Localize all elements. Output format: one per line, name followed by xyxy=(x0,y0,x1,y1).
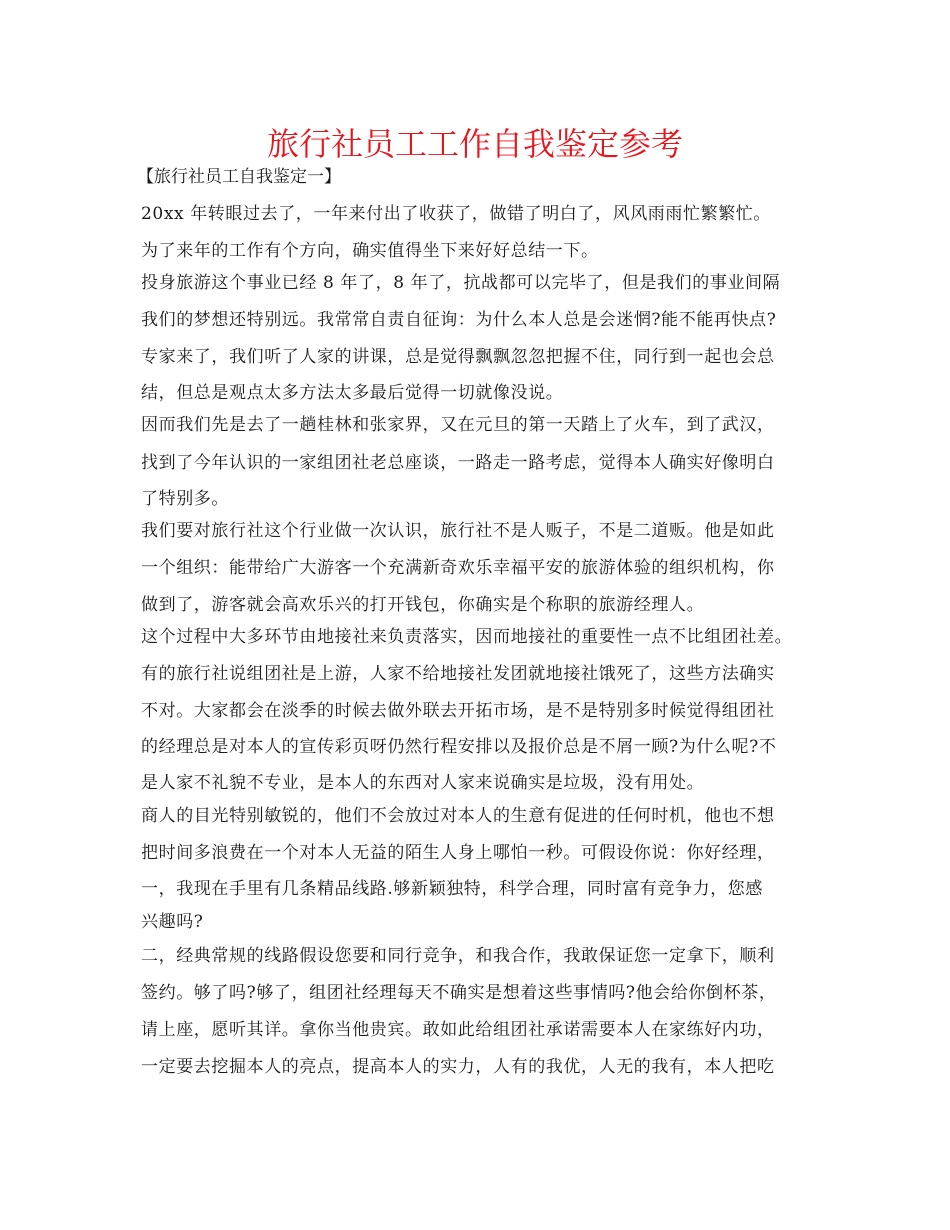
body-line: 因而我们先是去了一趟桂林和张家界，又在元旦的第一天踏上了火车，到了武汉， xyxy=(141,415,775,435)
body-line: 20xx 年转眼过去了，一年来付出了收获了，做错了明白了，风风雨雨忙繁繁忙。 xyxy=(141,204,772,224)
body-line: 请上座，愿听其详。拿你当他贵宾。敢如此给组团社承诺需要本人在家练好内功， xyxy=(141,1020,775,1040)
body-line: 兴趣吗? xyxy=(141,912,204,932)
body-line: 是人家不礼貌不专业，是本人的东西对人家来说确实是垃圾，没有用处。 xyxy=(141,773,705,793)
body-line: 不对。大家都会在淡季的时候去做外联去开拓市场，是不是特别多时候觉得组团社 xyxy=(141,701,775,721)
body-line: 把时间多浪费在一个对本人无益的陌生人身上哪怕一秒。可假设你说：你好经理， xyxy=(141,843,775,863)
body-line: 商人的目光特别敏锐的，他们不会放过对本人的生意有促进的任何时机，他也不想 xyxy=(141,806,775,826)
body-line: 二，经典常规的线路假设您要和同行竞争，和我合作，我敢保证您一定拿下，顺利 xyxy=(141,946,775,966)
body-line: 一，我现在手里有几条精品线路.够新颖独特，科学合理，同时富有竞争力，您感 xyxy=(141,879,764,899)
section-heading: 【旅行社员工自我鉴定一】 xyxy=(137,167,341,187)
body-line: 一定要去挖掘本人的亮点，提高本人的实力，人有的我优，人无的我有，本人把吃 xyxy=(141,1057,775,1077)
body-line: 专家来了，我们听了人家的讲课，总是觉得飘飘忽忽把握不住，同行到一起也会总 xyxy=(141,347,775,367)
body-line: 一个组织：能带给广大游客一个充满新奇欢乐幸福平安的旅游体验的组织机构，你 xyxy=(141,558,775,578)
body-line: 有的旅行社说组团社是上游，人家不给地接社发团就地接社饿死了，这些方法确实 xyxy=(141,664,775,684)
body-line: 结，但总是观点太多方法太多最后觉得一切就像没说。 xyxy=(141,383,564,403)
body-line: 找到了今年认识的一家组团社老总座谈，一路走一路考虑，觉得本人确实好像明白 xyxy=(141,453,775,473)
body-line: 为了来年的工作有个方向，确实值得坐下来好好总结一下。 xyxy=(141,241,599,261)
body-line: 我们要对旅行社这个行业做一次认识，旅行社不是人贩子，不是二道贩。他是如此 xyxy=(141,521,775,541)
body-line: 我们的梦想还特别远。我常常自责自征询：为什么本人总是会迷惘?能不能再快点? xyxy=(141,310,777,330)
body-line: 的经理总是对本人的宣传彩页呀仍然行程安排以及报价总是不屑一顾?为什么呢?不 xyxy=(141,737,777,757)
body-line: 投身旅游这个事业已经 8 年了，8 年了，抗战都可以完毕了，但是我们的事业间隔 xyxy=(141,273,781,293)
body-line: 做到了，游客就会高欢乐兴的打开钱包，你确实是个称职的旅游经理人。 xyxy=(141,595,705,615)
body-line: 了特别多。 xyxy=(141,489,229,509)
body-line: 签约。够了吗?够了，组团社经理每天不确实是想着这些事情吗?他会给你倒杯茶， xyxy=(141,983,777,1003)
body-line: 这个过程中大多环节由地接社来负责落实，因而地接社的重要性一点不比组团社差。 xyxy=(141,627,793,647)
document-title: 旅行社员工工作自我鉴定参考 xyxy=(266,125,683,163)
